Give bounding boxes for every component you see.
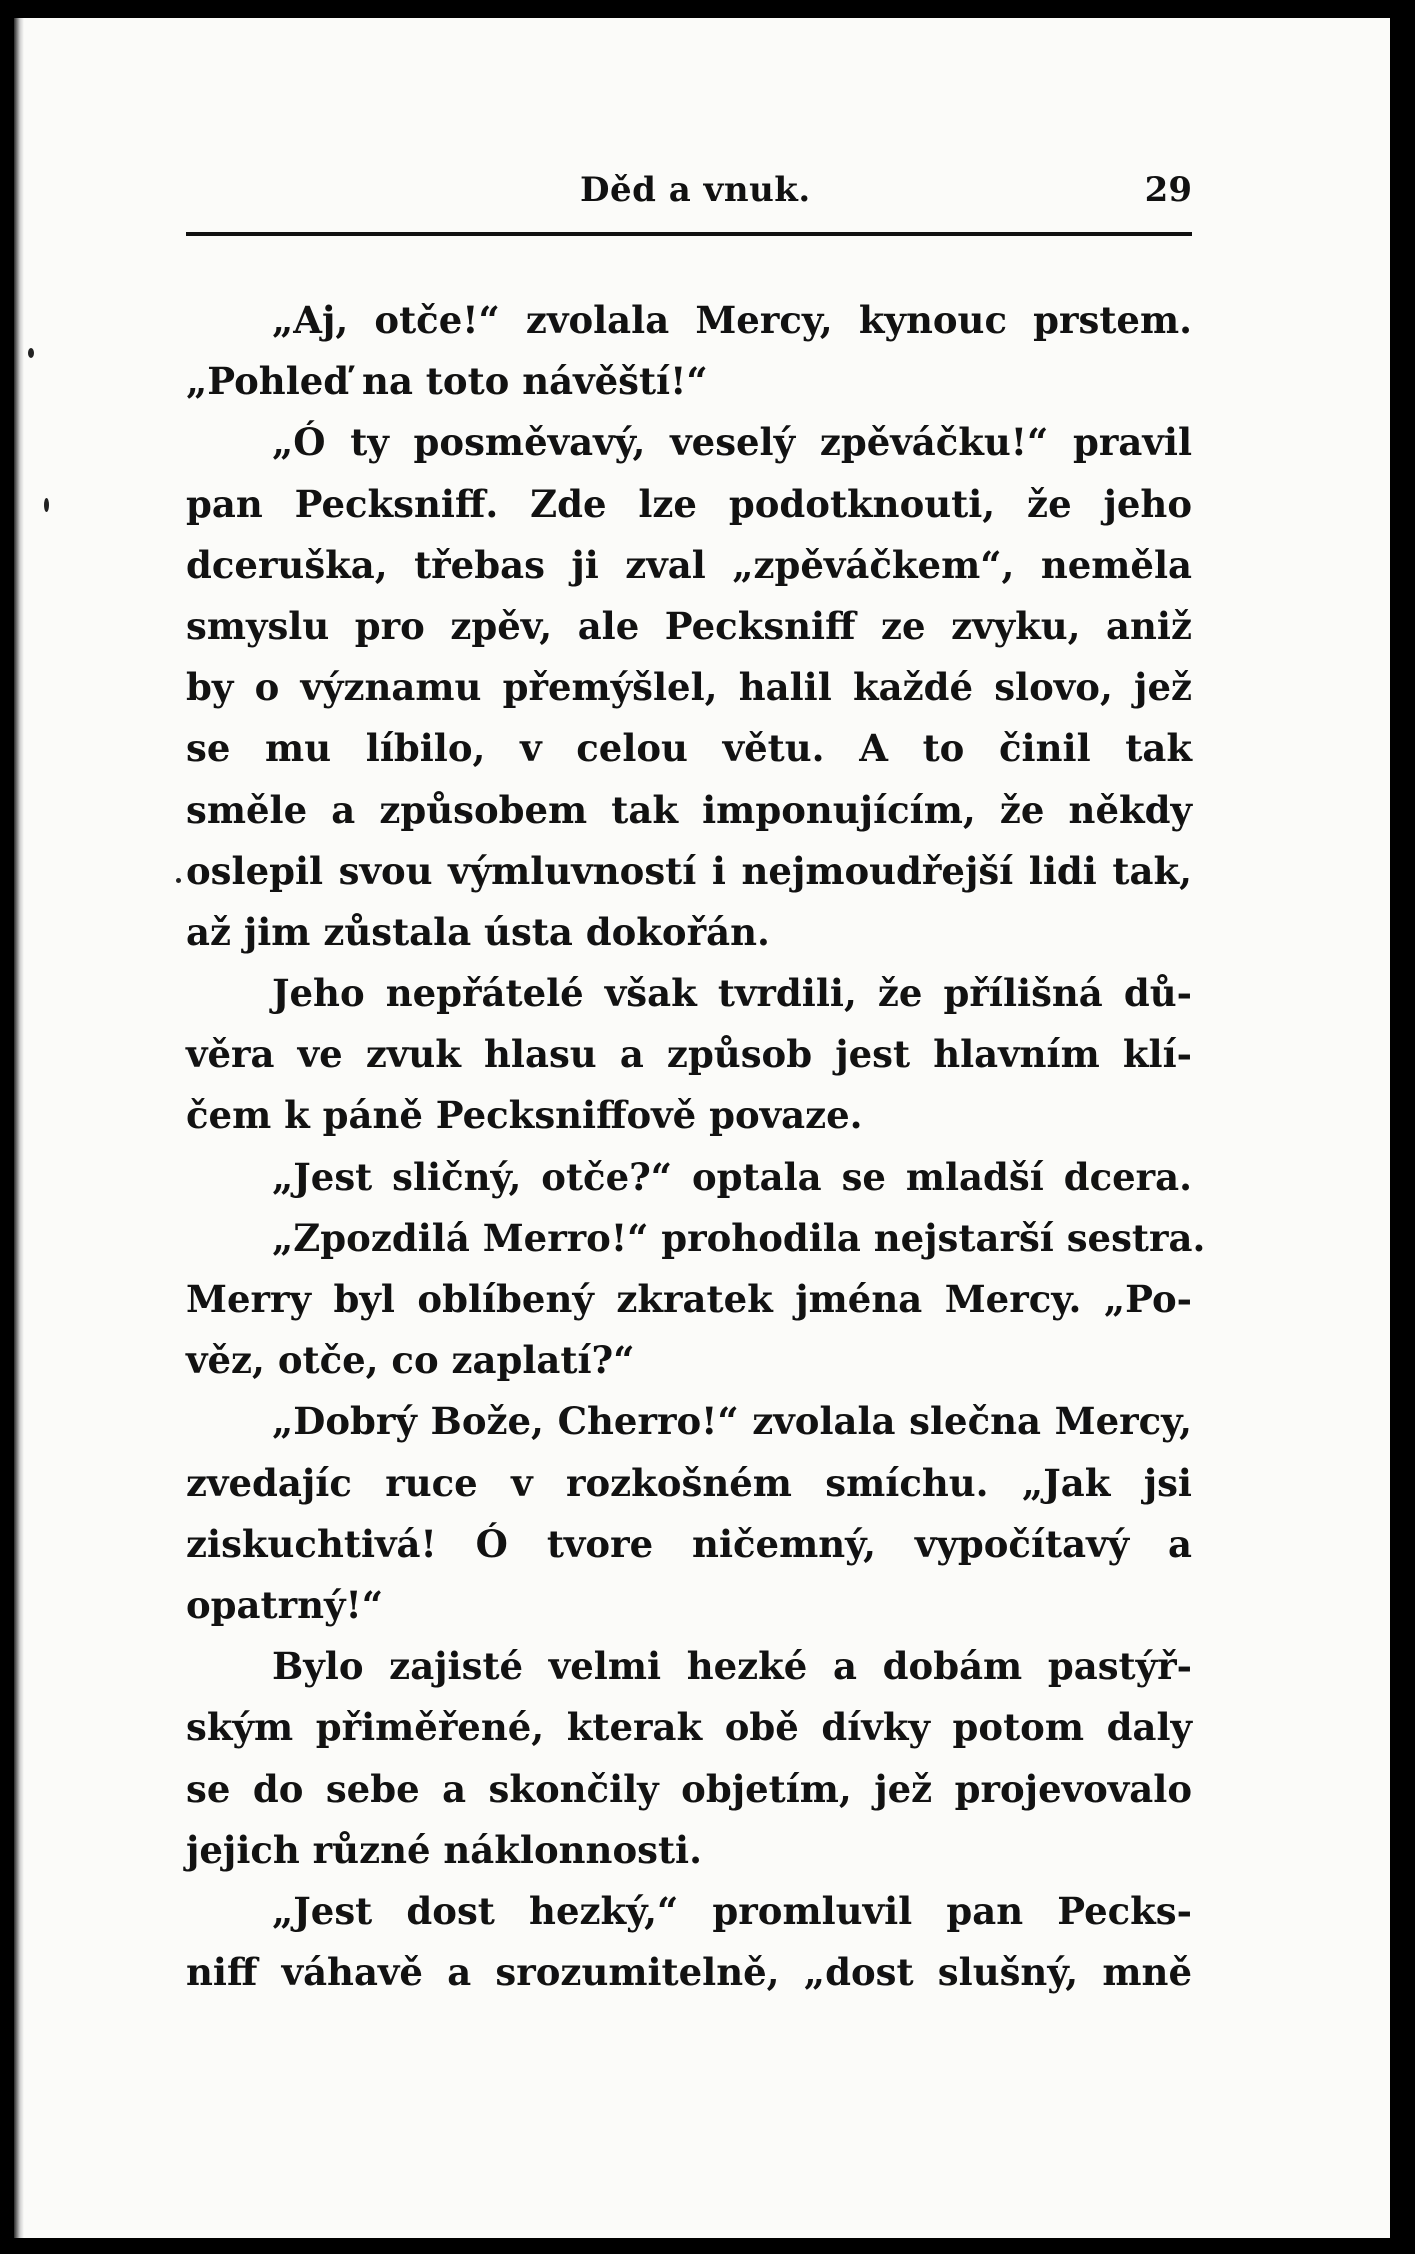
text-line: „Pohleď na toto návěští!“: [186, 359, 708, 404]
text-line: „Aj, otče!“ zvolala Mercy, kynouc prstem.: [272, 298, 1192, 342]
text-line: „Zpozdilá Merro!“ prohodila nejstarší sestra.: [272, 1215, 1206, 1260]
text-line: Merry byl oblíbený zkratek jména Mercy. „Po-: [186, 1277, 1192, 1321]
text-line: Jeho nepřátelé však tvrdili, že přílišná dů-: [272, 971, 1192, 1016]
text-line: opatrný!“: [186, 1582, 384, 1627]
text-line: věz, otče, co zaplatí?“: [186, 1338, 635, 1383]
text-line: zvedajíc ruce v rozkošném smíchu. „Jak jsi: [186, 1460, 1192, 1505]
header-rule: [186, 232, 1192, 236]
text-line: ským přiměřené, kterak obě dívky potom daly: [186, 1705, 1192, 1750]
text-line: oslepil svou výmluvností i nejmoudřejší lidi tak,: [186, 848, 1192, 893]
text-line: smyslu pro zpěv, ale Pecksniff ze zvyku, aniž: [186, 603, 1192, 648]
text-line: niff váhavě a srozumitelně, „dost slušný, mně: [186, 1950, 1192, 1995]
text-line: „Jest dost hezký,“ promluvil pan Pecks-: [272, 1888, 1192, 1933]
text-line: ziskuchtivá! Ó tvore ničemný, vypočítavý a: [186, 1521, 1192, 1566]
text-line: čem k páně Pecksniffově povaze.: [186, 1093, 863, 1138]
text-line: „Jest sličný, otče?“ optala se mladší dcera.: [272, 1154, 1192, 1199]
page-binding-edge: [14, 18, 24, 2238]
text-line: Bylo zajisté velmi hezké a dobám pastýř-: [272, 1644, 1192, 1689]
text-line: až jim zůstala ústa dokořán.: [186, 909, 770, 954]
text-line: jejich různé náklonnosti.: [186, 1827, 702, 1872]
text-line: dceruška, třebas ji zval „zpěváčkem“, neměla: [186, 542, 1192, 587]
text-line: se do sebe a skončily objetím, jež projevovalo: [186, 1766, 1192, 1811]
running-header: [186, 156, 1192, 222]
ink-speck: [176, 878, 181, 883]
text-line: by o významu přemýšlel, halil každé slovo, jež: [186, 665, 1192, 710]
ink-speck: [28, 348, 34, 358]
text-line: směle a způsobem tak imponujícím, že někdy: [186, 787, 1192, 832]
ink-speck: [44, 498, 49, 512]
text-line: „Ó ty posměvavý, veselý zpěváčku!“ pravil: [272, 420, 1192, 465]
text-line: „Dobrý Bože, Cherro!“ zvolala slečna Mercy,: [272, 1399, 1192, 1444]
running-title: Děd a vnuk.: [580, 170, 811, 210]
text-line: se mu líbilo, v celou větu. A to činil tak: [186, 726, 1192, 771]
page-number: 29: [1144, 170, 1192, 210]
text-line: pan Pecksniff. Zde lze podotknouti, že jeho: [186, 481, 1192, 526]
body-text: [186, 290, 1206, 2003]
text-line: věra ve zvuk hlasu a způsob jest hlavním klí-: [186, 1032, 1192, 1077]
